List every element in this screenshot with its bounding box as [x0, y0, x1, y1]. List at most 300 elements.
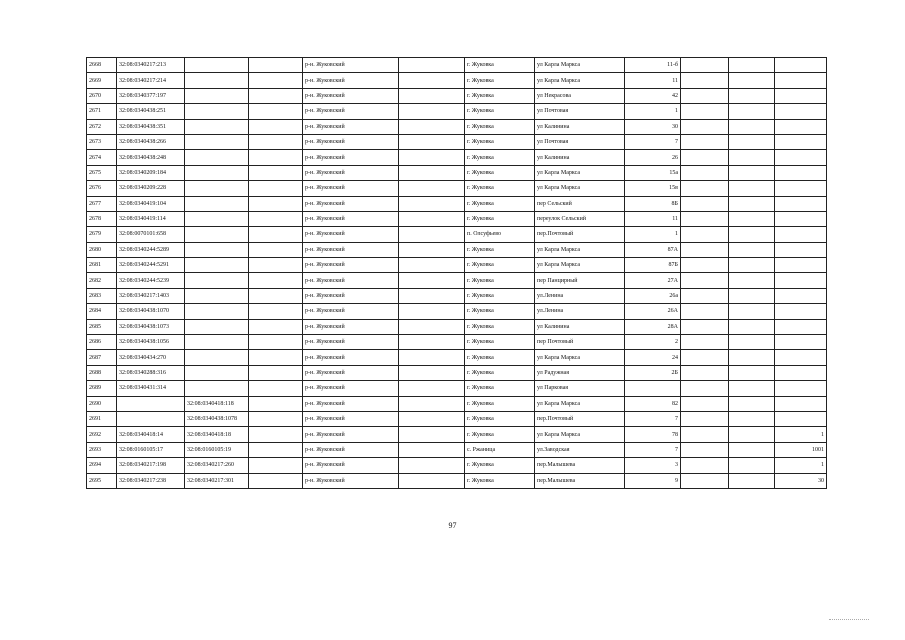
- cell-street: ул Некрасова: [535, 88, 625, 103]
- cell-blank-col: [249, 442, 303, 457]
- table-row: [87, 227, 827, 242]
- cell-row-index: 2675: [87, 165, 117, 180]
- cell-house-number: 87А: [625, 242, 681, 257]
- cell-street: ул Карла Маркса: [535, 73, 625, 88]
- cell-district: р-н. Жуковский: [303, 396, 399, 411]
- cell-value: [775, 288, 827, 303]
- cell-parent-cadastral-number: 32:08:0340438:1078: [185, 411, 249, 426]
- cell-blank-col: [399, 396, 465, 411]
- cell-row-index: 2682: [87, 273, 117, 288]
- cell-blank-col: [249, 119, 303, 134]
- cell-district: р-н. Жуковский: [303, 58, 399, 73]
- cell-row-index: 2670: [87, 88, 117, 103]
- cell-house-number: 24: [625, 350, 681, 365]
- cell-blank-col: [681, 365, 729, 380]
- cell-row-index: 2683: [87, 288, 117, 303]
- cell-blank-col: [729, 242, 775, 257]
- cell-blank-col: [681, 381, 729, 396]
- scan-artifact: [829, 619, 869, 620]
- cell-district: р-н. Жуковский: [303, 196, 399, 211]
- cell-cadastral-number: 32:08:0340217:238: [117, 473, 185, 488]
- cell-blank-col: [249, 381, 303, 396]
- cell-parent-cadastral-number: [185, 365, 249, 380]
- cell-blank-col: [729, 88, 775, 103]
- cell-cadastral-number: 32:08:0340217:1403: [117, 288, 185, 303]
- cell-parent-cadastral-number: [185, 150, 249, 165]
- cell-blank-col: [681, 273, 729, 288]
- cell-cadastral-number: 32:08:0340438:1070: [117, 304, 185, 319]
- cell-blank-col: [681, 104, 729, 119]
- cell-cadastral-number: [117, 396, 185, 411]
- cell-settlement: г. Жуковка: [465, 427, 535, 442]
- cell-district: р-н. Жуковский: [303, 181, 399, 196]
- cell-blank-col: [729, 381, 775, 396]
- cell-blank-col: [249, 134, 303, 149]
- cell-parent-cadastral-number: 32:08:0160105:19: [185, 442, 249, 457]
- cell-blank-col: [249, 335, 303, 350]
- cell-blank-col: [249, 273, 303, 288]
- table-row: [87, 211, 827, 226]
- cell-blank-col: [729, 196, 775, 211]
- cell-blank-col: [729, 273, 775, 288]
- cell-blank-col: [249, 319, 303, 334]
- table-row: [87, 58, 827, 73]
- cell-parent-cadastral-number: 32:08:0340217:260: [185, 458, 249, 473]
- cell-house-number: [625, 381, 681, 396]
- cell-house-number: 87Б: [625, 258, 681, 273]
- cell-settlement: г. Жуковка: [465, 134, 535, 149]
- cell-street: ул.Ленина: [535, 304, 625, 319]
- cell-row-index: 2689: [87, 381, 117, 396]
- cell-row-index: 2674: [87, 150, 117, 165]
- cell-value: [775, 134, 827, 149]
- cell-parent-cadastral-number: [185, 134, 249, 149]
- cell-district: р-н. Жуковский: [303, 273, 399, 288]
- cell-district: р-н. Жуковский: [303, 104, 399, 119]
- cell-cadastral-number: 32:08:0340217:213: [117, 58, 185, 73]
- cell-district: р-н. Жуковский: [303, 304, 399, 319]
- cell-blank-col: [729, 442, 775, 457]
- cell-cadastral-number: 32:08:0340438:248: [117, 150, 185, 165]
- cell-cadastral-number: 32:08:0340209:184: [117, 165, 185, 180]
- cell-blank-col: [681, 427, 729, 442]
- cell-settlement: г. Жуковка: [465, 335, 535, 350]
- cell-cadastral-number: 32:08:0340438:1056: [117, 335, 185, 350]
- cell-blank-col: [681, 304, 729, 319]
- cell-parent-cadastral-number: [185, 273, 249, 288]
- cell-blank-col: [681, 350, 729, 365]
- cell-blank-col: [249, 73, 303, 88]
- table-row: [87, 258, 827, 273]
- cell-district: р-н. Жуковский: [303, 411, 399, 426]
- cell-cadastral-number: 32:08:0340431:314: [117, 381, 185, 396]
- cell-blank-col: [681, 458, 729, 473]
- cell-house-number: 15в: [625, 181, 681, 196]
- cell-value: [775, 227, 827, 242]
- cell-cadastral-number: 32:08:0340377:197: [117, 88, 185, 103]
- cell-value: [775, 350, 827, 365]
- cell-parent-cadastral-number: [185, 181, 249, 196]
- cell-blank-col: [249, 104, 303, 119]
- cell-value: [775, 365, 827, 380]
- cell-blank-col: [681, 442, 729, 457]
- cell-value: [775, 150, 827, 165]
- cell-settlement: г. Жуковка: [465, 165, 535, 180]
- cell-blank-col: [681, 196, 729, 211]
- cell-blank-col: [399, 427, 465, 442]
- cell-value: [775, 319, 827, 334]
- cell-cadastral-number: 32:08:0340438:351: [117, 119, 185, 134]
- cell-value: [775, 242, 827, 257]
- cell-street: ул Калинина: [535, 319, 625, 334]
- cell-parent-cadastral-number: [185, 227, 249, 242]
- cell-district: р-н. Жуковский: [303, 227, 399, 242]
- cell-parent-cadastral-number: [185, 288, 249, 303]
- cell-cadastral-number: 32:08:0070101:658: [117, 227, 185, 242]
- table-row: [87, 196, 827, 211]
- cell-settlement: г. Жуковка: [465, 365, 535, 380]
- cell-value: 30: [775, 473, 827, 488]
- table-row: [87, 335, 827, 350]
- cell-settlement: г. Жуковка: [465, 73, 535, 88]
- cell-blank-col: [249, 288, 303, 303]
- cell-house-number: 1: [625, 104, 681, 119]
- cell-street: ул Почтовая: [535, 104, 625, 119]
- cell-district: р-н. Жуковский: [303, 73, 399, 88]
- cell-blank-col: [681, 335, 729, 350]
- cell-blank-col: [729, 396, 775, 411]
- cell-row-index: 2684: [87, 304, 117, 319]
- cell-value: [775, 119, 827, 134]
- cell-blank-col: [399, 73, 465, 88]
- cell-parent-cadastral-number: [185, 258, 249, 273]
- cell-blank-col: [249, 88, 303, 103]
- cell-blank-col: [729, 134, 775, 149]
- cell-settlement: г. Жуковка: [465, 273, 535, 288]
- cell-row-index: 2680: [87, 242, 117, 257]
- cell-row-index: 2673: [87, 134, 117, 149]
- cell-blank-col: [681, 88, 729, 103]
- cell-district: р-н. Жуковский: [303, 350, 399, 365]
- cell-settlement: п. Олсуфьево: [465, 227, 535, 242]
- cell-blank-col: [399, 442, 465, 457]
- cell-blank-col: [399, 319, 465, 334]
- cell-blank-col: [399, 381, 465, 396]
- cell-house-number: 26: [625, 150, 681, 165]
- cell-blank-col: [681, 58, 729, 73]
- cell-row-index: 2676: [87, 181, 117, 196]
- table-row: [87, 365, 827, 380]
- cell-parent-cadastral-number: [185, 381, 249, 396]
- table-row: [87, 473, 827, 488]
- cell-street: ул.Заводская: [535, 442, 625, 457]
- cell-district: р-н. Жуковский: [303, 88, 399, 103]
- cell-street: пер Панцирный: [535, 273, 625, 288]
- cell-parent-cadastral-number: [185, 304, 249, 319]
- cell-street: ул Карла Маркса: [535, 258, 625, 273]
- cell-house-number: 78: [625, 427, 681, 442]
- cell-value: [775, 73, 827, 88]
- table-row: [87, 411, 827, 426]
- cell-blank-col: [249, 473, 303, 488]
- cell-house-number: 82: [625, 396, 681, 411]
- cell-blank-col: [681, 227, 729, 242]
- cell-parent-cadastral-number: [185, 319, 249, 334]
- cell-blank-col: [399, 119, 465, 134]
- cell-district: р-н. Жуковский: [303, 381, 399, 396]
- cell-cadastral-number: 32:08:0340209:228: [117, 181, 185, 196]
- cell-parent-cadastral-number: [185, 119, 249, 134]
- cell-settlement: г. Жуковка: [465, 88, 535, 103]
- cell-cadastral-number: 32:08:0340217:214: [117, 73, 185, 88]
- cell-house-number: 28А: [625, 319, 681, 334]
- cell-district: р-н. Жуковский: [303, 165, 399, 180]
- cell-street: пер Сельский: [535, 196, 625, 211]
- cell-blank-col: [399, 242, 465, 257]
- cell-blank-col: [729, 258, 775, 273]
- cell-row-index: 2691: [87, 411, 117, 426]
- cell-blank-col: [249, 258, 303, 273]
- table-row: [87, 165, 827, 180]
- cell-blank-col: [681, 258, 729, 273]
- cell-district: р-н. Жуковский: [303, 242, 399, 257]
- cell-blank-col: [249, 150, 303, 165]
- cell-blank-col: [399, 134, 465, 149]
- cell-row-index: 2669: [87, 73, 117, 88]
- cell-district: р-н. Жуковский: [303, 288, 399, 303]
- cell-settlement: г. Жуковка: [465, 473, 535, 488]
- cell-house-number: 3: [625, 458, 681, 473]
- cell-blank-col: [729, 181, 775, 196]
- cell-district: р-н. Жуковский: [303, 365, 399, 380]
- cell-value: [775, 273, 827, 288]
- cell-house-number: 30: [625, 119, 681, 134]
- cell-row-index: 2671: [87, 104, 117, 119]
- cell-blank-col: [249, 365, 303, 380]
- cell-district: р-н. Жуковский: [303, 427, 399, 442]
- cell-blank-col: [249, 304, 303, 319]
- cell-district: р-н. Жуковский: [303, 119, 399, 134]
- cell-parent-cadastral-number: 32:08:0340217:301: [185, 473, 249, 488]
- cell-street: переулок Сельский: [535, 211, 625, 226]
- cell-value: [775, 58, 827, 73]
- page-number: 97: [448, 521, 457, 530]
- cell-street: ул Почтовая: [535, 134, 625, 149]
- cell-house-number: 7: [625, 442, 681, 457]
- table-row: [87, 427, 827, 442]
- cell-blank-col: [681, 242, 729, 257]
- cell-row-index: 2690: [87, 396, 117, 411]
- cell-blank-col: [399, 350, 465, 365]
- cell-blank-col: [729, 411, 775, 426]
- cell-blank-col: [399, 288, 465, 303]
- cell-row-index: 2692: [87, 427, 117, 442]
- table-row: [87, 242, 827, 257]
- cell-cadastral-number: 32:08:0340419:114: [117, 211, 185, 226]
- cell-house-number: 2: [625, 335, 681, 350]
- cell-house-number: 11: [625, 73, 681, 88]
- cell-street: ул.Ленина: [535, 288, 625, 303]
- table-row: [87, 458, 827, 473]
- table-row: [87, 134, 827, 149]
- cell-settlement: г. Жуковка: [465, 411, 535, 426]
- cell-blank-col: [681, 134, 729, 149]
- cell-blank-col: [681, 150, 729, 165]
- cell-house-number: 9: [625, 473, 681, 488]
- cell-parent-cadastral-number: [185, 165, 249, 180]
- cell-row-index: 2686: [87, 335, 117, 350]
- cell-street: ул Карла Маркса: [535, 58, 625, 73]
- cell-blank-col: [249, 58, 303, 73]
- cell-cadastral-number: 32:08:0340418:14: [117, 427, 185, 442]
- cell-cadastral-number: 32:08:0340217:198: [117, 458, 185, 473]
- cell-value: [775, 411, 827, 426]
- cell-house-number: 7: [625, 134, 681, 149]
- table-row: [87, 181, 827, 196]
- cell-blank-col: [729, 58, 775, 73]
- cell-parent-cadastral-number: [185, 88, 249, 103]
- cell-blank-col: [729, 350, 775, 365]
- cell-blank-col: [681, 319, 729, 334]
- cell-parent-cadastral-number: 32:08:0340418:18: [185, 427, 249, 442]
- cell-district: р-н. Жуковский: [303, 134, 399, 149]
- table-row: [87, 319, 827, 334]
- cell-cadastral-number: 32:08:0340438:1073: [117, 319, 185, 334]
- cell-settlement: г. Жуковка: [465, 458, 535, 473]
- cell-street: ул Карла Маркса: [535, 242, 625, 257]
- cell-blank-col: [399, 335, 465, 350]
- cell-house-number: 1: [625, 227, 681, 242]
- cell-cadastral-number: 32:08:0340244:5291: [117, 258, 185, 273]
- cell-street: ул Карла Маркса: [535, 181, 625, 196]
- cell-row-index: 2694: [87, 458, 117, 473]
- cell-blank-col: [249, 350, 303, 365]
- cell-blank-col: [729, 458, 775, 473]
- cell-street: ул Карла Маркса: [535, 165, 625, 180]
- cell-street: пер.Малышева: [535, 458, 625, 473]
- table-row: [87, 396, 827, 411]
- cell-blank-col: [249, 242, 303, 257]
- cell-row-index: 2679: [87, 227, 117, 242]
- table-row: [87, 381, 827, 396]
- cell-house-number: 2Б: [625, 365, 681, 380]
- table-row: [87, 104, 827, 119]
- cell-blank-col: [729, 288, 775, 303]
- cell-street: ул Калинина: [535, 150, 625, 165]
- cell-house-number: 27А: [625, 273, 681, 288]
- cell-cadastral-number: 32:08:0160105:17: [117, 442, 185, 457]
- cell-blank-col: [729, 211, 775, 226]
- cell-blank-col: [681, 396, 729, 411]
- cell-blank-col: [249, 196, 303, 211]
- cell-district: р-н. Жуковский: [303, 258, 399, 273]
- cell-house-number: 26А: [625, 304, 681, 319]
- cell-settlement: г. Жуковка: [465, 181, 535, 196]
- cell-cadastral-number: [117, 411, 185, 426]
- cell-district: р-н. Жуковский: [303, 150, 399, 165]
- cell-cadastral-number: 32:08:0340244:5239: [117, 273, 185, 288]
- cell-blank-col: [729, 427, 775, 442]
- cell-value: [775, 88, 827, 103]
- cell-settlement: г. Жуковка: [465, 150, 535, 165]
- cell-street: ул Радужная: [535, 365, 625, 380]
- cell-blank-col: [729, 119, 775, 134]
- registry-table-body: [87, 58, 827, 489]
- cell-value: [775, 258, 827, 273]
- cell-row-index: 2685: [87, 319, 117, 334]
- registry-table: [86, 57, 827, 489]
- cell-settlement: г. Жуковка: [465, 104, 535, 119]
- cell-blank-col: [399, 181, 465, 196]
- table-row: [87, 119, 827, 134]
- cell-blank-col: [681, 288, 729, 303]
- cell-settlement: г. Жуковка: [465, 58, 535, 73]
- cell-blank-col: [249, 181, 303, 196]
- cell-blank-col: [249, 427, 303, 442]
- cell-settlement: г. Жуковка: [465, 304, 535, 319]
- cell-parent-cadastral-number: [185, 242, 249, 257]
- cell-parent-cadastral-number: [185, 196, 249, 211]
- cell-blank-col: [399, 88, 465, 103]
- cell-blank-col: [729, 73, 775, 88]
- cell-blank-col: [681, 473, 729, 488]
- cell-value: [775, 211, 827, 226]
- cell-blank-col: [729, 165, 775, 180]
- cell-cadastral-number: 32:08:0340419:104: [117, 196, 185, 211]
- table-row: [87, 73, 827, 88]
- cell-blank-col: [399, 165, 465, 180]
- cell-settlement: г. Жуковка: [465, 396, 535, 411]
- cell-blank-col: [399, 104, 465, 119]
- cell-row-index: 2672: [87, 119, 117, 134]
- cell-value: 1001: [775, 442, 827, 457]
- cell-cadastral-number: 32:08:0340434:270: [117, 350, 185, 365]
- cell-settlement: г. Жуковка: [465, 258, 535, 273]
- cell-row-index: 2688: [87, 365, 117, 380]
- cell-house-number: 26а: [625, 288, 681, 303]
- cell-row-index: 2668: [87, 58, 117, 73]
- cell-blank-col: [729, 227, 775, 242]
- cell-settlement: с. Ржаница: [465, 442, 535, 457]
- cell-blank-col: [681, 119, 729, 134]
- cell-row-index: 2687: [87, 350, 117, 365]
- cell-value: [775, 396, 827, 411]
- cell-house-number: 42: [625, 88, 681, 103]
- table-row: [87, 88, 827, 103]
- cell-parent-cadastral-number: [185, 104, 249, 119]
- cell-value: [775, 381, 827, 396]
- cell-house-number: 15а: [625, 165, 681, 180]
- cell-district: р-н. Жуковский: [303, 442, 399, 457]
- cell-row-index: 2678: [87, 211, 117, 226]
- cell-value: [775, 181, 827, 196]
- cell-street: пер.Почтовый: [535, 227, 625, 242]
- cell-blank-col: [249, 211, 303, 226]
- cell-parent-cadastral-number: [185, 58, 249, 73]
- cell-blank-col: [399, 227, 465, 242]
- cell-district: р-н. Жуковский: [303, 211, 399, 226]
- cell-blank-col: [399, 273, 465, 288]
- cell-street: ул Карла Маркса: [535, 427, 625, 442]
- cell-house-number: 11-б: [625, 58, 681, 73]
- cell-blank-col: [249, 396, 303, 411]
- cell-blank-col: [681, 73, 729, 88]
- cell-settlement: г. Жуковка: [465, 319, 535, 334]
- cell-district: р-н. Жуковский: [303, 473, 399, 488]
- cell-blank-col: [399, 211, 465, 226]
- cell-blank-col: [399, 304, 465, 319]
- cell-street: ул Калинина: [535, 119, 625, 134]
